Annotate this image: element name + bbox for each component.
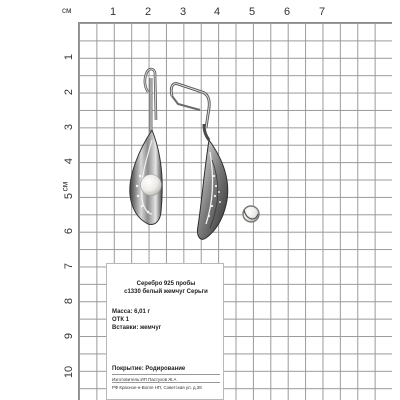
pearl-side-view [243, 206, 259, 222]
ruler-top-6: 6 [283, 6, 291, 18]
ruler-top-7: 7 [318, 6, 326, 18]
label-divider [112, 374, 220, 375]
right-earring [171, 84, 228, 240]
ruler-left-3: 3 [63, 123, 75, 131]
coating-label: Покрытие: Родирование [112, 366, 186, 372]
manufacturer-line2: РФ Красное-н-Волге НП, Советская ул. д.38 [112, 385, 202, 390]
ruler-left-10: 10 [63, 365, 75, 379]
ruler-unit-label: см [62, 6, 72, 15]
label-divider-2 [112, 382, 220, 383]
ruler-top-1: 1 [109, 6, 117, 18]
ruler-left-2: 2 [63, 88, 75, 96]
inserts-label: Вставки: жемчуг [112, 325, 162, 331]
otk-label: ОТК 1 [112, 317, 129, 323]
ruler-left-6: 6 [63, 227, 75, 235]
ruler-left-8: 8 [63, 297, 75, 305]
product-label-card [106, 263, 224, 400]
product-name-line2: с1330 белый жемчуг Серьги [124, 289, 208, 295]
left-earring [130, 69, 162, 224]
ruler-top-2: 2 [144, 6, 152, 18]
ruler-left-7: 7 [63, 262, 75, 270]
ruler-left-5: 5 [63, 192, 75, 200]
product-name-line1: Серебро 925 пробы [136, 281, 196, 287]
ruler-left-4: 4 [63, 157, 75, 165]
ruler-left-9: 9 [63, 332, 75, 340]
pearl [141, 175, 162, 196]
ruler-top-3: 3 [179, 6, 187, 18]
ruler-left-1: 1 [63, 53, 75, 61]
ruler-unit-label-side: см [60, 181, 70, 192]
ruler-top-5: 5 [248, 6, 256, 18]
weight-label: Масса: 6,01 г [112, 309, 151, 315]
manufacturer-line1: Изготовитель:ИП Пастухов Ж.А [112, 377, 177, 382]
ruler-top-4: 4 [213, 6, 221, 18]
